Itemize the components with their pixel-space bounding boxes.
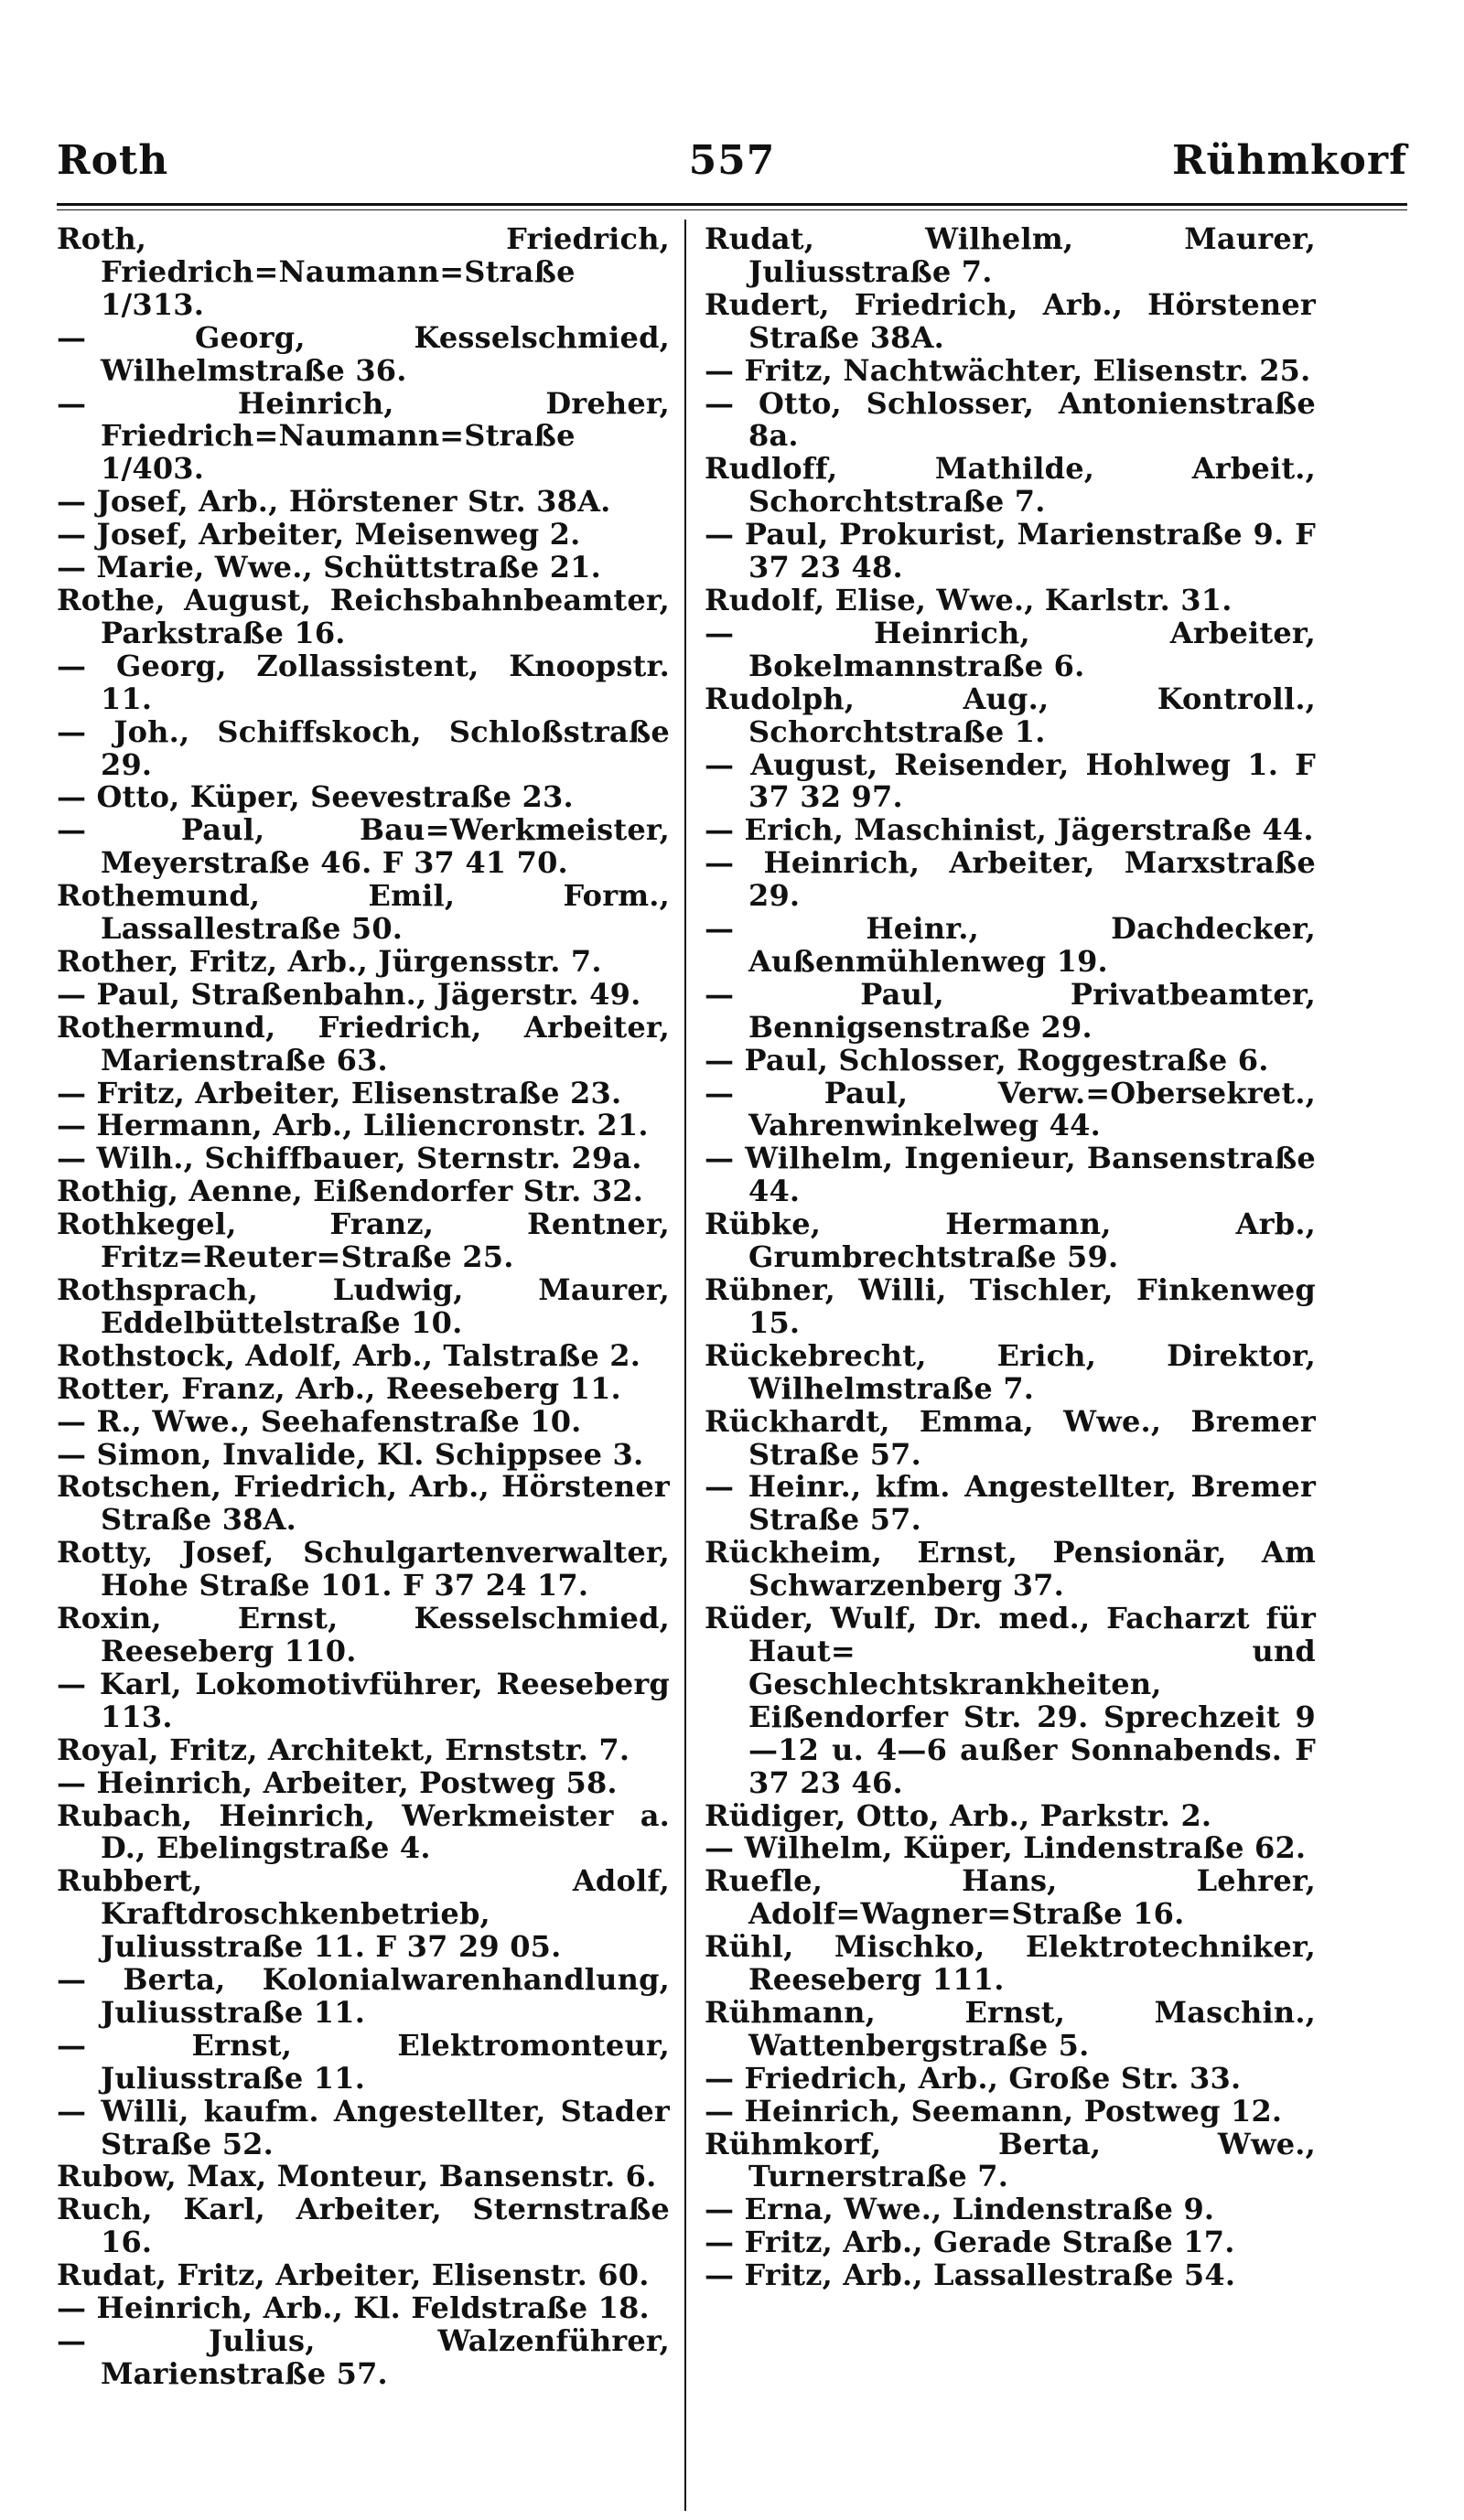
directory-entry: — Wilhelm, Ingenieur, Bansenstraße 44. <box>705 1141 1316 1209</box>
directory-entry: — Heinrich, Arbeiter, Postweg 58. <box>57 1764 618 1800</box>
directory-entry: Roxin, Ernst, Kesselschmied, Reeseberg 110. <box>57 1601 670 1668</box>
directory-entry: — Fritz, Nachtwächter, Elisenstr. 25. <box>705 352 1311 388</box>
directory-entry: — Fritz, Arb., Lassallestraße 54. <box>705 2257 1236 2293</box>
page-header <box>57 137 1407 192</box>
directory-entry: — August, Reisender, Hohlweg 1. F 37 32 97. <box>705 746 1316 815</box>
directory-entry: — Karl, Lokomotivführer, Reeseberg 113. <box>57 1666 670 1734</box>
directory-entry: Roth, Friedrich, Friedrich=Naumann=Straße 1/313. <box>57 221 670 322</box>
directory-entry: — Georg, Zollassistent, Knoopstr. 11. <box>57 648 670 716</box>
directory-entry: — Heinr., kfm. Angestellter, Bremer Straße 57. <box>705 1469 1316 1538</box>
directory-entry: — Fritz, Arb., Gerade Straße 17. <box>705 2225 1235 2260</box>
left-column <box>57 223 670 2391</box>
right-column <box>705 223 1316 2292</box>
directory-entry: Rotschen, Friedrich, Arb., Hörstener Straße 38A. <box>57 1469 670 1538</box>
directory-entry: Rothe, August, Reichsbahnbeamter, Parkstraße 16. <box>57 582 670 650</box>
directory-entry: — Hermann, Arb., Liliencronstr. 21. <box>57 1108 649 1143</box>
directory-entry: Rubow, Max, Monteur, Bansenstr. 6. <box>57 2159 657 2194</box>
directory-entry: — Paul, Straßenbahn., Jägerstr. 49. <box>57 976 641 1012</box>
directory-entry: — Heinrich, Arbeiter, Bokelmannstraße 6. <box>705 615 1316 683</box>
directory-entry: — Paul, Schlosser, Roggestraße 6. <box>705 1042 1269 1078</box>
directory-entry: Ruch, Karl, Arbeiter, Sternstraße 16. <box>57 2192 670 2260</box>
directory-entry: Rudloff, Mathilde, Arbeit., Schorchtstraße 7. <box>705 451 1316 520</box>
directory-entry: Rothig, Aenne, Eißendorfer Str. 32. <box>57 1174 644 1209</box>
directory-entry: — Josef, Arbeiter, Meisenweg 2. <box>57 517 581 552</box>
directory-entry: Rother, Fritz, Arb., Jürgensstr. 7. <box>57 943 602 979</box>
directory-entry: Rühl, Mischko, Elektrotechniker, Reeseberg 111. <box>705 1929 1316 1998</box>
directory-entry: — Berta, Kolonialwarenhandlung, Juliusstraße 11. <box>57 1962 670 2030</box>
directory-entry: Rudert, Friedrich, Arb., Hörstener Straße 38A. <box>705 286 1316 355</box>
header-rule <box>57 203 1407 206</box>
directory-entry: — Paul, Bau=Werkmeister, Meyerstraße 46. F 37 41 70. <box>57 812 670 881</box>
directory-entry: Royal, Fritz, Architekt, Ernststr. 7. <box>57 1732 630 1767</box>
directory-entry: — Heinrich, Arb., Kl. Feldstraße 18. <box>57 2290 650 2326</box>
directory-entry: — Julius, Walzenführer, Marienstraße 57. <box>57 2323 670 2391</box>
directory-entry: Rüder, Wulf, Dr. med., Facharzt für Haut= und Geschlechtskrankheiten, Eißendorfer Str. 29. Sprechzeit 9—12 u. 4—6 außer Sonnabends. F 37 23 46. <box>705 1601 1316 1800</box>
directory-entry: Rüdiger, Otto, Arb., Parkstr. 2. <box>705 1797 1212 1833</box>
directory-entry: — Paul, Verw.=Obersekret., Vahrenwinkelweg 44. <box>705 1075 1316 1143</box>
page-number: 557 <box>688 137 776 184</box>
directory-entry: — Heinrich, Seemann, Postweg 12. <box>705 2093 1283 2129</box>
directory-entry: — Otto, Schlosser, Antonienstraße 8a. <box>705 385 1316 454</box>
directory-entry: — R., Wwe., Seehafenstraße 10. <box>57 1403 582 1439</box>
directory-entry: — Heinrich, Arbeiter, Marxstraße 29. <box>705 845 1316 914</box>
directory-entry: Ruefle, Hans, Lehrer, Adolf=Wagner=Straße 16. <box>705 1863 1316 1932</box>
directory-entry: Rübner, Willi, Tischler, Finkenweg 15. <box>705 1272 1316 1340</box>
directory-entry: — Otto, Küper, Seevestraße 23. <box>57 779 574 815</box>
directory-entry: — Paul, Privatbeamter, Bennigsenstraße 29. <box>705 976 1316 1045</box>
header-right-keyword: Rühmkorf <box>1171 137 1407 184</box>
directory-entry: Rühmkorf, Berta, Wwe., Turnerstraße 7. <box>705 2126 1316 2194</box>
directory-entry: Rübke, Hermann, Arb., Grumbrechtstraße 59. <box>705 1206 1316 1275</box>
directory-entry: — Paul, Prokurist, Marienstraße 9. F 37 23 48. <box>705 517 1316 585</box>
directory-entry: — Fritz, Arbeiter, Elisenstraße 23. <box>57 1075 622 1110</box>
directory-entry: — Heinrich, Dreher, Friedrich=Naumann=Straße 1/403. <box>57 385 670 487</box>
directory-entry: Rudat, Wilhelm, Maurer, Juliusstraße 7. <box>705 221 1316 289</box>
directory-entry: Rudat, Fritz, Arbeiter, Elisenstr. 60. <box>57 2257 650 2293</box>
directory-entry: Rudolph, Aug., Kontroll., Schorchtstraße 1. <box>705 681 1316 749</box>
directory-entry: Rotter, Franz, Arb., Reeseberg 11. <box>57 1370 621 1406</box>
directory-entry: Rotty, Josef, Schulgartenverwalter, Hohe Straße 101. F 37 24 17. <box>57 1535 670 1603</box>
directory-entry: — Marie, Wwe., Schüttstraße 21. <box>57 550 601 585</box>
directory-entry: — Heinr., Dachdecker, Außenmühlenweg 19. <box>705 911 1316 979</box>
directory-entry: Rückheim, Ernst, Pensionär, Am Schwarzenberg 37. <box>705 1535 1316 1603</box>
directory-entry: — Ernst, Elektromonteur, Juliusstraße 11. <box>57 2027 670 2096</box>
directory-entry: — Erna, Wwe., Lindenstraße 9. <box>705 2192 1215 2227</box>
directory-entry: — Wilhelm, Küper, Lindenstraße 62. <box>705 1830 1307 1866</box>
directory-entry: — Friedrich, Arb., Große Str. 33. <box>705 2060 1242 2096</box>
directory-entry: Rothermund, Friedrich, Arbeiter, Marienstraße 63. <box>57 1009 670 1078</box>
header-rule-thin <box>57 209 1407 210</box>
directory-entry: — Joh., Schiffskoch, Schloßstraße 29. <box>57 713 670 782</box>
directory-entry: Rudolf, Elise, Wwe., Karlstr. 31. <box>705 582 1233 617</box>
directory-entry: — Georg, Kesselschmied, Wilhelmstraße 36. <box>57 319 670 388</box>
directory-entry: — Willi, kaufm. Angestellter, Stader Straße 52. <box>57 2093 670 2161</box>
directory-entry: Rothstock, Adolf, Arb., Talstraße 2. <box>57 1337 641 1373</box>
directory-entry: Rothsprach, Ludwig, Maurer, Eddelbüttelstraße 10. <box>57 1272 670 1340</box>
directory-entry: Rückebrecht, Erich, Direktor, Wilhelmstraße 7. <box>705 1337 1316 1406</box>
directory-entry: — Wilh., Schiffbauer, Sternstr. 29a. <box>57 1141 642 1176</box>
header-left-keyword: Roth <box>57 137 169 184</box>
directory-entry: — Erich, Maschinist, Jägerstraße 44. <box>705 812 1314 848</box>
directory-entry: Rubbert, Adolf, Kraftdroschkenbetrieb, Juliusstraße 11. F 37 29 05. <box>57 1863 670 1965</box>
directory-entry: — Josef, Arb., Hörstener Str. 38A. <box>57 484 611 520</box>
directory-entry: — Simon, Invalide, Kl. Schippsee 3. <box>57 1436 644 1472</box>
column-divider <box>684 220 686 2511</box>
directory-entry: Rothemund, Emil, Form., Lassallestraße 50. <box>57 878 670 947</box>
directory-entry: Rühmann, Ernst, Maschin., Wattenbergstraße 5. <box>705 1994 1316 2063</box>
directory-entry: Rothkegel, Franz, Rentner, Fritz=Reuter=Straße 25. <box>57 1206 670 1275</box>
directory-entry: Rubach, Heinrich, Werkmeister a. D., Ebelingstraße 4. <box>57 1797 670 1866</box>
directory-entry: Rückhardt, Emma, Wwe., Bremer Straße 57. <box>705 1403 1316 1472</box>
